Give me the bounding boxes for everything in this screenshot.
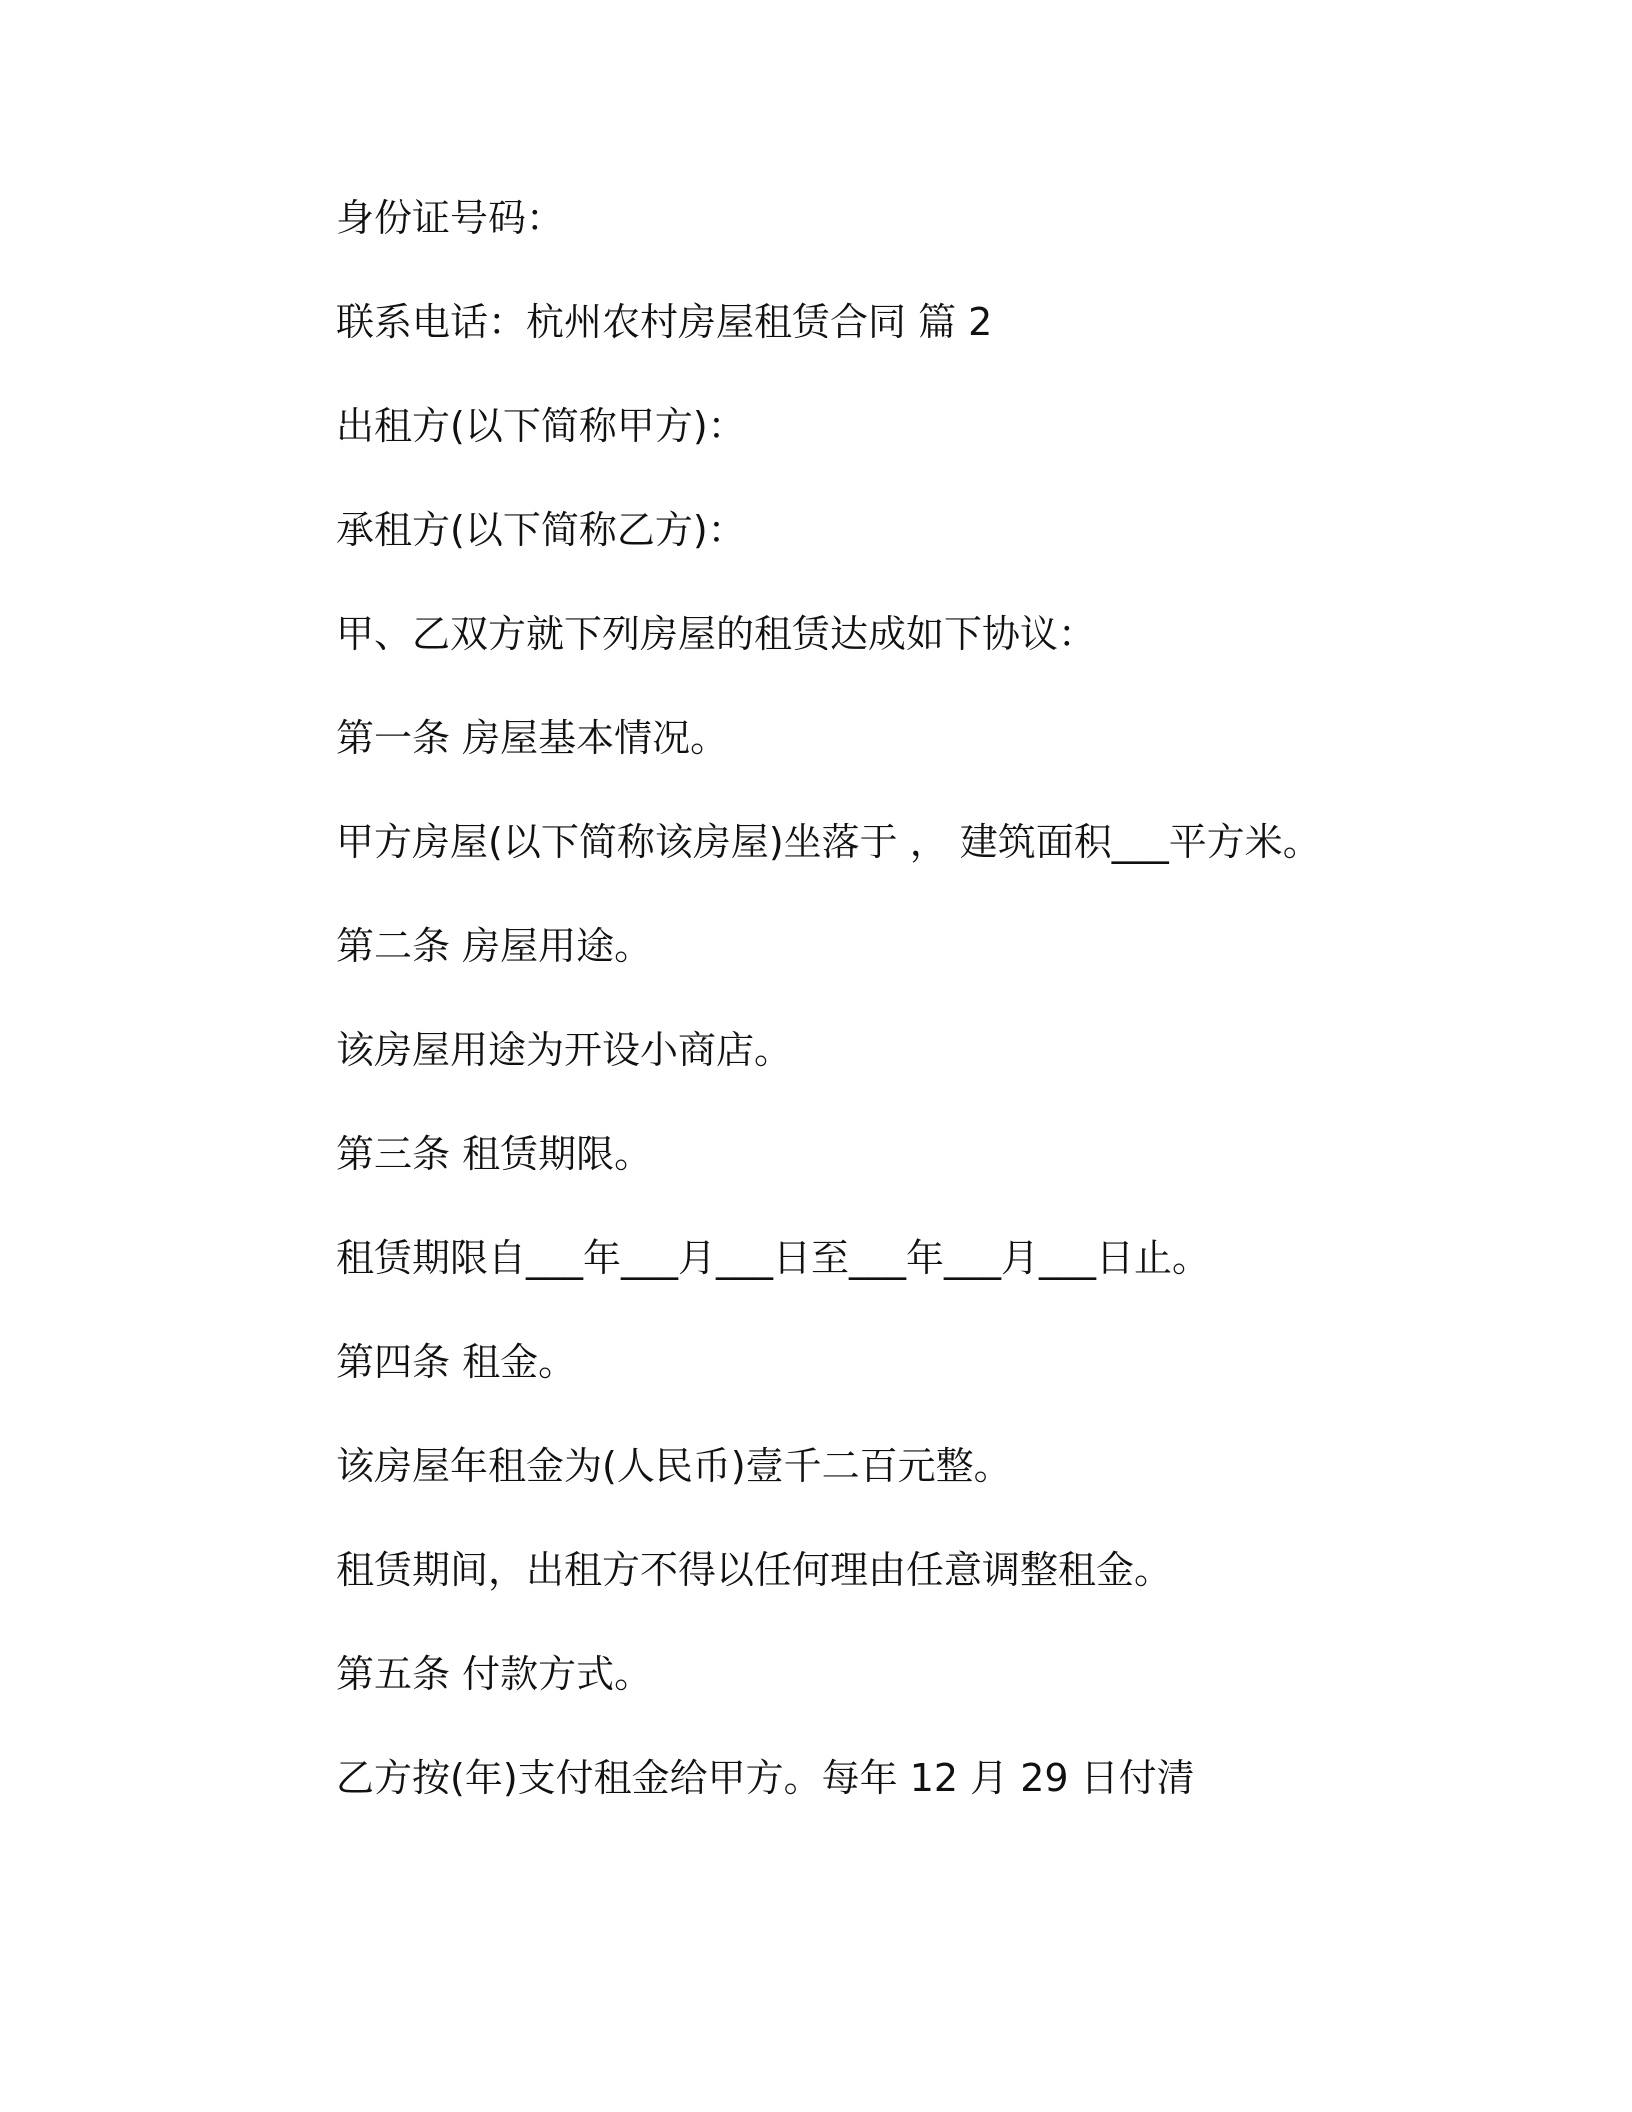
- phone-and-title-line: 联系电话：杭州农村房屋租赁合同 篇 2: [336, 300, 993, 344]
- article-4-text-1: 该房屋年租金为(人民币)壹千二百元整。: [336, 1444, 1012, 1488]
- document-body: [336, 190, 1436, 1854]
- article-4-text-2: 租赁期间，出租方不得以任何理由任意调整租金。: [336, 1548, 1173, 1592]
- article-1-text: 甲方房屋(以下简称该房屋)坐落于 ， 建筑面积___平方米。: [336, 820, 1321, 864]
- id-number-line: 身份证号码：: [336, 196, 565, 240]
- article-5-heading: 第五条 付款方式。: [336, 1652, 653, 1696]
- article-2-text: 该房屋用途为开设小商店。: [336, 1028, 793, 1072]
- article-2-heading: 第二条 房屋用途。: [336, 924, 653, 968]
- article-3-heading: 第三条 租赁期限。: [336, 1132, 653, 1176]
- article-5-text: 乙方按(年)支付租金给甲方。每年 12 月 29 日付清: [336, 1756, 1195, 1800]
- lessee-line: 承租方(以下简称乙方)：: [336, 508, 746, 552]
- article-4-heading: 第四条 租金。: [336, 1340, 577, 1384]
- article-3-text: 租赁期限自___年___月___日至___年___月___日止。: [336, 1236, 1211, 1280]
- article-1-heading: 第一条 房屋基本情况。: [336, 716, 729, 760]
- agreement-intro-line: 甲、乙双方就下列房屋的租赁达成如下协议：: [336, 612, 1097, 656]
- lessor-line: 出租方(以下简称甲方)：: [336, 404, 746, 448]
